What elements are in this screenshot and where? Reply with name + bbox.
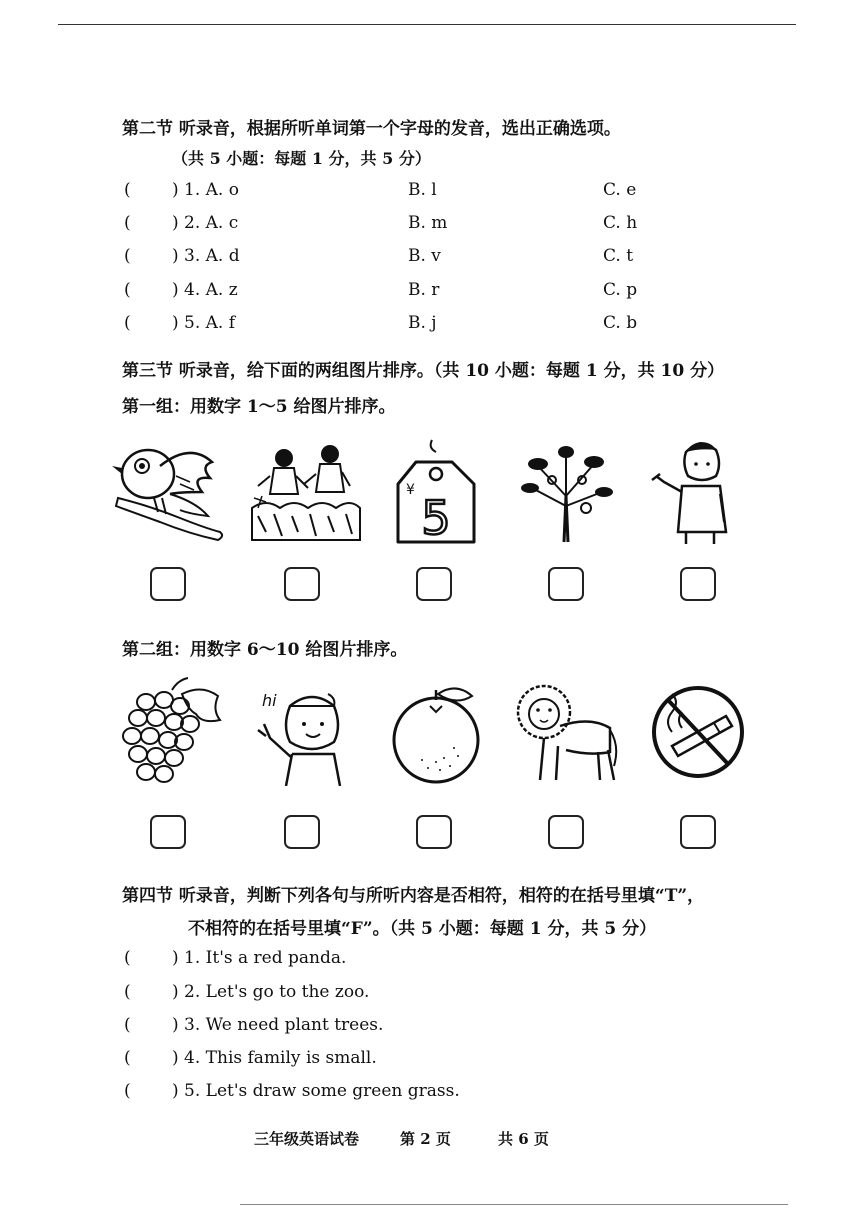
footer-total-pages: 共 6 页 (498, 1130, 549, 1148)
section2-note: （共 5 小题：每题 1 分，共 5 分） (172, 149, 431, 168)
statement-text: ) 1. It's a red panda. (172, 948, 347, 968)
orange-icon (378, 676, 496, 786)
tree-icon (508, 436, 626, 546)
section2-title: 第二节 听录音，根据所听单词第一个字母的发音，选出正确选项。 (122, 119, 621, 139)
question-option-a: ) 2. A. c (172, 213, 239, 233)
answer-bracket[interactable]: ( (124, 213, 131, 233)
statement-text: ) 5. Let's draw some green grass. (172, 1081, 460, 1101)
question-option-a: ) 3. A. d (172, 246, 240, 266)
no-smoking-icon (640, 676, 758, 786)
question-option-c: C. p (603, 280, 638, 300)
section4-title-line1: 第四节 听录音，判断下列各句与所听内容是否相符，相符的在括号里填“T”， (122, 886, 705, 906)
question-option-c: C. b (603, 313, 638, 333)
answer-bracket[interactable]: ( (124, 1048, 131, 1068)
answer-bracket[interactable]: ( (124, 246, 131, 266)
answer-box-10[interactable] (680, 815, 716, 849)
girl-greeting-text: hi (262, 691, 277, 710)
answer-box-7[interactable] (284, 815, 320, 849)
answer-bracket[interactable]: ( (124, 1081, 131, 1101)
statement-text: ) 4. This family is small. (172, 1048, 377, 1068)
answer-box-6[interactable] (150, 815, 186, 849)
question-option-b: B. r (408, 280, 440, 300)
bottom-rule (240, 1204, 788, 1205)
answer-box-1[interactable] (150, 567, 186, 601)
footer-page-number: 第 2 页 (400, 1130, 451, 1148)
girl-waving-icon (252, 676, 370, 786)
price-tag-value: 5 (421, 491, 451, 545)
answer-box-3[interactable] (416, 567, 452, 601)
question-option-b: B. j (408, 313, 437, 333)
price-tag-icon (378, 436, 496, 546)
question-option-b: B. v (408, 246, 441, 266)
question-option-c: C. h (603, 213, 638, 233)
statement-text: ) 2. Let's go to the zoo. (172, 982, 370, 1002)
question-option-a: ) 1. A. o (172, 180, 239, 200)
section3-group1-label: 第一组：用数字 1～5 给图片排序。 (122, 397, 396, 417)
question-option-b: B. l (408, 180, 437, 200)
svg-text:¥: ¥ (406, 482, 415, 498)
statement-text: ) 3. We need plant trees. (172, 1015, 384, 1035)
question-option-a: ) 5. A. f (172, 313, 236, 333)
answer-box-2[interactable] (284, 567, 320, 601)
children-planting-icon (246, 436, 364, 546)
boy-icon (642, 436, 760, 546)
answer-bracket[interactable]: ( (124, 948, 131, 968)
top-rule (58, 24, 796, 25)
answer-bracket[interactable]: ( (124, 1015, 131, 1035)
footer-subject: 三年级英语试卷 (254, 1130, 360, 1148)
grapes-icon (116, 676, 234, 786)
answer-box-8[interactable] (416, 815, 452, 849)
section4-title-line2: 不相符的在括号里填“F”。（共 5 小题：每题 1 分，共 5 分） (188, 919, 657, 939)
answer-bracket[interactable]: ( (124, 982, 131, 1002)
question-option-b: B. m (408, 213, 448, 233)
question-option-a: ) 4. A. z (172, 280, 238, 300)
answer-bracket[interactable]: ( (124, 280, 131, 300)
answer-box-5[interactable] (680, 567, 716, 601)
section3-title: 第三节 听录音，给下面的两组图片排序。（共 10 小题：每题 1 分，共 10 分） (122, 361, 725, 381)
answer-bracket[interactable]: ( (124, 313, 131, 333)
answer-box-9[interactable] (548, 815, 584, 849)
question-option-c: C. t (603, 246, 634, 266)
lion-icon (510, 676, 628, 786)
question-option-c: C. e (603, 180, 637, 200)
section3-group2-label: 第二组：用数字 6～10 给图片排序。 (122, 640, 408, 660)
answer-bracket[interactable]: ( (124, 180, 131, 200)
bird-icon (110, 436, 228, 546)
answer-box-4[interactable] (548, 567, 584, 601)
